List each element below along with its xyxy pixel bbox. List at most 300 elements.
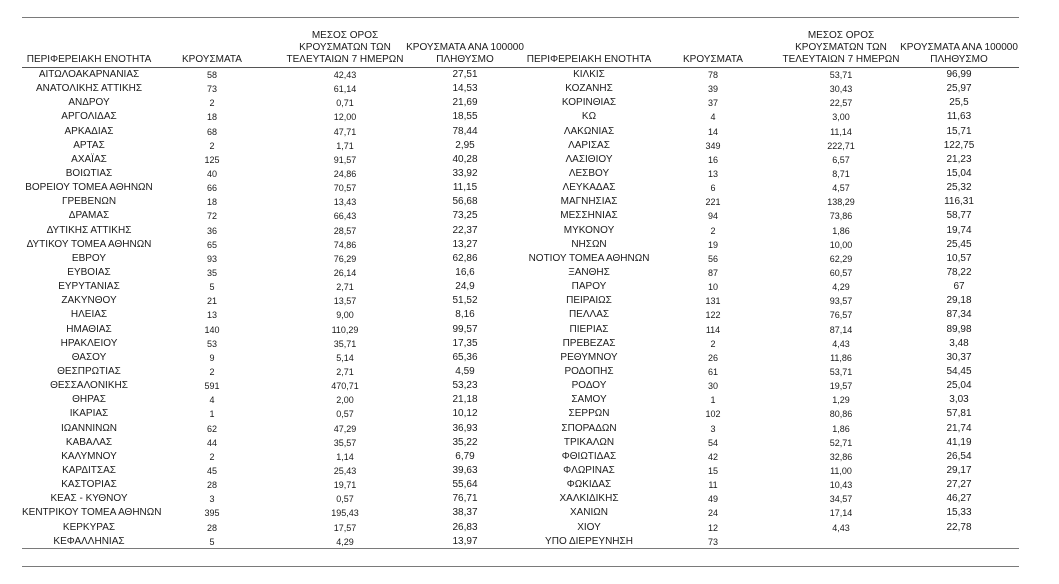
cell-cases-right: 73 (707, 536, 718, 547)
cell-region-right: ΝΟΤΙΟΥ ΤΟΜΕΑ ΑΘΗΝΩΝ (528, 252, 650, 264)
cell-cases-right: 15 (707, 465, 718, 476)
cell-region-left: ΑΡΓΟΛΙΔΑΣ (61, 111, 117, 123)
cell-region-right: ΧΑΛΚΙΔΙΚΗΣ (559, 493, 619, 505)
cell-per-100k-left: 99,57 (452, 323, 478, 335)
cell-per-100k-right: 3,03 (949, 394, 969, 406)
cell-avg-7-days-left: 12,00 (333, 112, 357, 123)
cell-region-right: ΣΑΜΟΥ (571, 394, 607, 406)
cell-per-100k-left: 36,93 (452, 422, 478, 434)
cell-per-100k-left: 76,71 (452, 493, 478, 505)
table-row (22, 337, 1019, 351)
table-row (22, 280, 1019, 294)
cell-avg-7-days-left: 13,43 (333, 197, 357, 208)
cell-per-100k-left: 73,25 (452, 210, 478, 222)
cell-avg-7-days-right: 1,86 (832, 225, 850, 236)
cell-avg-7-days-left: 13,57 (333, 296, 357, 307)
cell-avg-7-days-left: 110,29 (331, 324, 359, 335)
cell-region-left: ΘΗΡΑΣ (72, 394, 106, 406)
cell-avg-7-days-right: 60,57 (829, 267, 853, 278)
cell-avg-7-days-right: 32,86 (829, 451, 853, 462)
cell-avg-7-days-right: 22,57 (829, 98, 853, 109)
cell-per-100k-right: 19,74 (946, 224, 972, 236)
cell-region-left: ΑΝΔΡΟΥ (68, 97, 110, 109)
cell-per-100k-left: 22,37 (452, 224, 478, 236)
cell-per-100k-left: 65,36 (452, 351, 478, 363)
cell-cases-left: 58 (206, 70, 217, 80)
cell-region-left: ΘΕΣΣΑΛΟΝΙΚΗΣ (50, 380, 128, 392)
cell-per-100k-right: 67 (953, 281, 965, 293)
cell-avg-7-days-right: 3,00 (832, 112, 850, 123)
cell-region-right: ΛΕΥΚΑΔΑΣ (562, 182, 616, 194)
cell-avg-7-days-right: 19,57 (829, 381, 853, 392)
cell-avg-7-days-left: 76,29 (333, 253, 357, 264)
cell-cases-left: 3 (209, 494, 215, 505)
cell-cases-right: 1 (710, 395, 716, 406)
cell-per-100k-right: 57,81 (946, 408, 972, 420)
cell-cases-right: 11 (708, 480, 718, 491)
cell-avg-7-days-left: 35,57 (333, 437, 357, 448)
table-row (22, 422, 1019, 436)
cell-cases-left: 28 (206, 480, 217, 491)
cell-region-left: ΕΥΒΟΙΑΣ (67, 266, 111, 278)
cell-region-right: ΛΑΣΙΘΙΟΥ (565, 153, 613, 165)
cell-per-100k-left: 33,92 (452, 167, 478, 179)
cell-region-left: ΚΑΡΔΙΤΣΑΣ (62, 464, 116, 476)
cell-region-right: ΚΟΡΙΝΘΙΑΣ (561, 97, 617, 109)
table-row (22, 478, 1019, 492)
table-row (22, 351, 1019, 365)
cell-region-left: ΘΑΣΟΥ (71, 351, 107, 363)
cell-avg-7-days-left: 26,14 (333, 267, 357, 278)
cases-table (22, 22, 1019, 549)
cell-avg-7-days-right: 222,71 (827, 140, 855, 151)
table-row (22, 450, 1019, 464)
cell-per-100k-left: 56,68 (452, 196, 478, 208)
cell-region-right: ΛΑΡΙΣΑΣ (568, 139, 610, 151)
cell-avg-7-days-right: 10,00 (829, 239, 853, 250)
cell-per-100k-right: 30,37 (946, 351, 972, 363)
cell-per-100k-left: 11,15 (452, 182, 478, 194)
cell-per-100k-right: 11,63 (946, 111, 972, 123)
cell-region-right: ΞΑΝΘΗΣ (568, 266, 610, 278)
header-cases-left: ΚΡΟΥΣΜΑΤΑ (182, 54, 242, 65)
cell-per-100k-right: 10,57 (946, 252, 972, 264)
cell-per-100k-right: 116,31 (944, 196, 974, 208)
cell-cases-left: 45 (206, 465, 217, 476)
cell-per-100k-right: 46,27 (946, 493, 972, 505)
cell-cases-right: 4 (710, 112, 716, 123)
cell-avg-7-days-left: 2,00 (336, 395, 354, 406)
cell-per-100k-right: 22,78 (946, 521, 972, 533)
cell-cases-left: 62 (206, 423, 217, 434)
header-avg-right: ΜΕΣΟΣ ΟΡΟΣ ΚΡΟΥΣΜΑΤΩΝ ΤΩΝ ΤΕΛΕΥΤΑΙΩΝ 7 ΗΜΕΡΩΝ (782, 30, 900, 65)
cell-cases-left: 2 (209, 140, 215, 151)
header-per100k-left: ΚΡΟΥΣΜΑΤΑ ΑΝΑ 100000 ΠΛΗΘΥΣΜΟ (406, 42, 524, 65)
cell-cases-left: 44 (206, 437, 217, 448)
cell-region-left: ΕΒΡΟΥ (71, 252, 107, 264)
cell-cases-left: 591 (204, 381, 220, 392)
cell-region-left: ΕΥΡΥΤΑΝΙΑΣ (58, 281, 120, 293)
cell-cases-left: 5 (209, 282, 215, 293)
cell-cases-right: 12 (707, 522, 718, 533)
cell-per-100k-right: 122,75 (943, 139, 975, 151)
cell-per-100k-left: 24,9 (455, 281, 475, 293)
table-row (22, 68, 1019, 82)
cell-per-100k-left: 78,44 (452, 125, 478, 137)
cell-avg-7-days-right: 10,43 (829, 480, 853, 491)
cell-per-100k-right: 25,32 (946, 182, 972, 194)
cell-region-right: ΠΑΡΟΥ (571, 281, 607, 293)
cell-cases-right: 14 (707, 126, 718, 137)
cell-avg-7-days-left: 1,14 (336, 451, 354, 462)
cell-region-right: ΣΕΡΡΩΝ (568, 408, 610, 420)
cell-per-100k-left: 14,53 (452, 83, 478, 95)
cell-region-left: ΚΕΝΤΡΙΚΟΥ ΤΟΜΕΑ ΑΘΗΝΩΝ (22, 507, 162, 519)
cell-avg-7-days-left: 5,14 (336, 352, 354, 363)
cell-cases-left: 28 (206, 522, 217, 533)
cell-avg-7-days-left: 2,71 (336, 366, 354, 377)
cell-region-left: ΑΙΤΩΛΟΑΚΑΡΝΑΝΙΑΣ (38, 69, 140, 80)
cell-avg-7-days-left: 9,00 (336, 310, 354, 321)
cell-cases-right: 6 (710, 183, 716, 194)
cell-per-100k-left: 4,59 (455, 365, 475, 377)
top-rule (22, 17, 1019, 18)
cell-per-100k-left: 38,37 (452, 507, 478, 519)
table-row (22, 294, 1019, 308)
cell-per-100k-left: 40,28 (452, 153, 478, 165)
cell-per-100k-right: 78,22 (946, 266, 972, 278)
cell-region-left: ΗΛΕΙΑΣ (70, 309, 108, 321)
cell-cases-right: 54 (707, 437, 718, 448)
cell-region-right: ΡΟΔΟΠΗΣ (564, 365, 614, 377)
cell-avg-7-days-right: 6,57 (832, 154, 850, 165)
cell-per-100k-right: 25,97 (946, 83, 972, 95)
cell-region-left: ΚΕΡΚΥΡΑΣ (62, 521, 116, 533)
table-row (22, 82, 1019, 96)
table-row (22, 393, 1019, 407)
cell-cases-left: 35 (206, 267, 217, 278)
cell-avg-7-days-left: 28,57 (333, 225, 357, 236)
cell-avg-7-days-left: 4,29 (336, 536, 354, 547)
cell-avg-7-days-left: 91,57 (333, 154, 357, 165)
cell-region-left: ΗΡΑΚΛΕΙΟΥ (60, 337, 118, 349)
cell-region-left: ΓΡΕΒΕΝΩΝ (61, 196, 117, 208)
cell-cases-left: 65 (206, 239, 217, 250)
table-body (22, 68, 1019, 549)
cell-cases-right: 56 (707, 253, 718, 264)
cell-region-left: ΔΡΑΜΑΣ (68, 210, 110, 222)
cell-cases-left: 36 (206, 225, 217, 236)
cell-region-right: ΣΠΟΡΑΔΩΝ (561, 422, 617, 434)
cell-region-right: ΦΘΙΩΤΙΔΑΣ (561, 450, 617, 462)
cell-per-100k-right: 21,23 (946, 153, 972, 165)
cell-cases-left: 9 (209, 352, 215, 363)
cell-cases-left: 72 (206, 211, 217, 222)
cell-avg-7-days-left: 24,86 (333, 168, 357, 179)
cell-cases-right: 114 (705, 324, 721, 335)
cell-cases-right: 16 (707, 154, 718, 165)
cell-region-right: ΜΑΓΝΗΣΙΑΣ (560, 196, 618, 208)
cell-per-100k-right: 21,74 (946, 422, 972, 434)
cell-avg-7-days-left: 35,71 (333, 338, 357, 349)
cell-region-left: ΚΕΦΑΛΛΗΝΙΑΣ (53, 535, 125, 547)
cell-avg-7-days-right: 53,71 (829, 366, 853, 377)
header-region-right: ΠΕΡΙΦΕΡΕΙΑΚΗ ΕΝΟΤΗΤΑ (526, 54, 652, 65)
cell-region-right: ΦΩΚΙΔΑΣ (566, 479, 612, 491)
table-row (22, 464, 1019, 478)
cell-cases-right: 122 (705, 310, 721, 321)
cell-region-left: ΑΝΑΤΟΛΙΚΗΣ ΑΤΤΙΚΗΣ (35, 83, 143, 95)
cell-per-100k-left: 51,52 (452, 295, 478, 307)
table-row (22, 224, 1019, 238)
cell-avg-7-days-right: 17,14 (829, 508, 853, 519)
cell-cases-right: 2 (710, 225, 716, 236)
cell-per-100k-right: 58,77 (946, 210, 972, 222)
cell-per-100k-right: 15,33 (946, 507, 972, 519)
cell-per-100k-left: 55,64 (452, 479, 478, 491)
cell-avg-7-days-left: 470,71 (331, 381, 359, 392)
cell-avg-7-days-right: 11,86 (830, 352, 852, 363)
cell-per-100k-left: 13,97 (452, 535, 478, 547)
table-row (22, 125, 1019, 139)
cell-region-right: ΤΡΙΚΑΛΩΝ (563, 436, 615, 448)
cell-avg-7-days-right: 62,29 (829, 253, 853, 264)
cell-region-right: ΧΑΝΙΩΝ (569, 507, 609, 519)
cell-per-100k-left: 21,69 (452, 97, 478, 109)
cell-cases-left: 2 (209, 366, 215, 377)
cell-region-left: ΚΑΛΥΜΝΟΥ (61, 450, 117, 462)
cell-cases-left: 93 (206, 253, 217, 264)
cell-per-100k-left: 27,51 (452, 69, 478, 80)
cell-avg-7-days-right: 76,57 (829, 310, 853, 321)
cell-cases-right: 78 (707, 70, 718, 80)
cell-cases-right: 349 (705, 140, 721, 151)
cell-per-100k-left: 16,6 (455, 266, 475, 278)
cell-region-left: ΚΑΣΤΟΡΙΑΣ (61, 479, 117, 491)
cell-cases-right: 3 (710, 423, 716, 434)
table-row (22, 195, 1019, 209)
cell-per-100k-left: 39,63 (452, 464, 478, 476)
cell-avg-7-days-right: 93,57 (829, 296, 853, 307)
table-row (22, 167, 1019, 181)
cell-per-100k-left: 13,27 (452, 238, 478, 250)
cell-cases-left: 73 (206, 84, 217, 95)
cell-per-100k-right: 27,27 (946, 479, 972, 491)
table-row (22, 407, 1019, 421)
cell-cases-right: 13 (707, 168, 718, 179)
cell-avg-7-days-left: 25,43 (333, 465, 357, 476)
table-header (22, 22, 1019, 68)
cell-region-left: ΔΥΤΙΚΗΣ ΑΤΤΙΚΗΣ (46, 224, 132, 236)
table-row (22, 181, 1019, 195)
cell-per-100k-left: 62,86 (452, 252, 478, 264)
cell-cases-right: 26 (707, 352, 718, 363)
cell-avg-7-days-right: 8,71 (832, 168, 850, 179)
cell-per-100k-right: 87,34 (946, 309, 972, 321)
cell-region-right: ΧΙΟΥ (577, 521, 601, 533)
cell-cases-right: 61 (707, 366, 718, 377)
cell-per-100k-right: 89,98 (946, 323, 972, 335)
cell-per-100k-right: 26,54 (946, 450, 972, 462)
table-row (22, 252, 1019, 266)
cell-per-100k-left: 8,16 (455, 309, 475, 321)
table-row (22, 506, 1019, 520)
cell-cases-left: 68 (206, 126, 217, 137)
table-row (22, 379, 1019, 393)
cell-cases-right: 2 (710, 338, 716, 349)
cell-per-100k-left: 21,18 (452, 394, 478, 406)
cell-cases-right: 30 (707, 381, 718, 392)
cell-avg-7-days-left: 74,86 (333, 239, 357, 250)
cell-per-100k-right: 29,17 (946, 464, 972, 476)
cell-region-right: ΛΑΚΩΝΙΑΣ (563, 125, 615, 137)
cell-per-100k-left: 17,35 (452, 337, 478, 349)
cell-region-left: ΔΥΤΙΚΟΥ ΤΟΜΕΑ ΑΘΗΝΩΝ (26, 238, 152, 250)
cell-avg-7-days-right: 1,86 (832, 423, 850, 434)
header-avg-left: ΜΕΣΟΣ ΟΡΟΣ ΚΡΟΥΣΜΑΤΩΝ ΤΩΝ ΤΕΛΕΥΤΑΙΩΝ 7 ΗΜΕΡΩΝ (286, 30, 404, 65)
cell-avg-7-days-right: 4,43 (832, 338, 850, 349)
cell-avg-7-days-right: 4,57 (832, 183, 850, 194)
cell-per-100k-right: 29,18 (946, 295, 972, 307)
cell-cases-right: 102 (705, 409, 721, 420)
cell-region-left: ΑΡΤΑΣ (73, 139, 105, 151)
cell-per-100k-left: 35,22 (452, 436, 478, 448)
cell-per-100k-left: 6,79 (455, 450, 475, 462)
cell-cases-right: 131 (705, 296, 721, 307)
cell-cases-right: 221 (705, 197, 721, 208)
cell-avg-7-days-left: 0,71 (336, 98, 354, 109)
cell-region-left: ΚΕΑΣ - ΚΥΘΝΟΥ (50, 493, 128, 505)
cell-cases-right: 49 (707, 494, 718, 505)
cell-per-100k-left: 53,23 (452, 380, 478, 392)
cell-per-100k-right: 25,04 (946, 380, 972, 392)
cell-region-left: ΒΟΡΕΙΟΥ ΤΟΜΕΑ ΑΘΗΝΩΝ (25, 182, 153, 194)
cell-cases-right: 37 (707, 98, 718, 109)
cell-region-right: ΠΕΛΛΑΣ (568, 309, 610, 321)
table-row (22, 110, 1019, 124)
cell-cases-right: 42 (707, 451, 718, 462)
cell-region-right: ΜΥΚΟΝΟΥ (563, 224, 615, 236)
cell-cases-right: 87 (707, 267, 718, 278)
table-row (22, 153, 1019, 167)
cell-avg-7-days-right: 11,00 (830, 465, 852, 476)
cell-avg-7-days-left: 70,57 (333, 183, 357, 194)
cell-region-left: ΑΧΑΪΑΣ (71, 153, 107, 165)
cell-cases-right: 39 (707, 84, 718, 95)
cell-avg-7-days-right: 52,71 (829, 437, 853, 448)
cell-per-100k-left: 18,55 (452, 111, 478, 123)
cell-avg-7-days-left: 1,71 (336, 140, 354, 151)
table-row (22, 238, 1019, 252)
table-row (22, 436, 1019, 450)
cell-avg-7-days-right: 30,43 (829, 84, 853, 95)
cell-cases-right: 24 (707, 508, 718, 519)
cell-cases-left: 18 (206, 112, 217, 123)
cell-cases-left: 395 (204, 508, 220, 519)
cell-cases-left: 21 (206, 296, 217, 307)
cell-avg-7-days-right: 87,14 (829, 324, 853, 335)
cell-region-right: ΠΡΕΒΕΖΑΣ (562, 337, 616, 349)
cell-cases-left: 53 (206, 338, 217, 349)
cell-per-100k-right: 41,19 (946, 436, 972, 448)
cell-avg-7-days-right: 80,86 (829, 409, 853, 420)
cell-per-100k-left: 26,83 (452, 521, 478, 533)
cell-cases-right: 10 (707, 282, 718, 293)
cell-cases-left: 125 (204, 154, 220, 165)
cell-per-100k-right: 25,5 (949, 97, 969, 109)
cell-per-100k-right: 3,48 (949, 337, 969, 349)
cell-region-left: ΙΚΑΡΙΑΣ (69, 408, 109, 420)
table-row (22, 308, 1019, 322)
cell-per-100k-right: 15,04 (946, 167, 972, 179)
cell-cases-left: 5 (209, 536, 215, 547)
cell-cases-right: 94 (707, 211, 718, 222)
cell-region-left: ΑΡΚΑΔΙΑΣ (64, 125, 114, 137)
cell-avg-7-days-left: 19,71 (333, 480, 357, 491)
cell-region-left: ΙΩΑΝΝΙΝΩΝ (60, 422, 118, 434)
cell-cases-left: 4 (209, 395, 215, 406)
header-region-left: ΠΕΡΙΦΕΡΕΙΑΚΗ ΕΝΟΤΗΤΑ (26, 54, 152, 65)
header-cases-right: ΚΡΟΥΣΜΑΤΑ (683, 54, 743, 65)
cell-region-right: ΝΗΣΩΝ (571, 238, 607, 250)
cell-cases-left: 18 (206, 197, 217, 208)
cell-avg-7-days-left: 66,43 (333, 211, 357, 222)
cell-per-100k-right: 96,99 (946, 69, 972, 80)
table-row (22, 492, 1019, 506)
cell-region-right: ΚΟΖΑΝΗΣ (565, 83, 613, 95)
cell-per-100k-left: 2,95 (455, 139, 475, 151)
cell-cases-left: 13 (206, 310, 217, 321)
cell-region-right: ΦΛΩΡΙΝΑΣ (563, 464, 615, 476)
cell-avg-7-days-left: 47,29 (333, 423, 357, 434)
cell-cases-left: 2 (209, 98, 215, 109)
header-per100k-right: ΚΡΟΥΣΜΑΤΑ ΑΝΑ 100000 ΠΛΗΘΥΣΜΟ (900, 42, 1018, 65)
cell-avg-7-days-right: 138,29 (827, 197, 855, 208)
cell-region-left: ΒΟΙΩΤΙΑΣ (65, 167, 113, 179)
cell-cases-left: 40 (206, 168, 217, 179)
cell-cases-left: 140 (204, 324, 220, 335)
cell-region-right: ΜΕΣΣΗΝΙΑΣ (560, 210, 618, 222)
cell-avg-7-days-right: 4,43 (832, 522, 850, 533)
cell-region-left: ΚΑΒΑΛΑΣ (65, 436, 113, 448)
cell-avg-7-days-right: 34,57 (829, 494, 853, 505)
cell-cases-left: 2 (209, 451, 215, 462)
cell-region-right: ΡΟΔΟΥ (571, 380, 607, 392)
table-row (22, 139, 1019, 153)
cell-per-100k-right: 25,45 (946, 238, 972, 250)
cell-cases-right: 19 (707, 239, 718, 250)
cell-per-100k-left: 10,12 (452, 408, 478, 420)
cell-avg-7-days-right: 1,29 (832, 395, 850, 406)
cell-region-left: ΗΜΑΘΙΑΣ (66, 323, 112, 335)
cell-cases-left: 1 (209, 409, 215, 420)
cell-region-right: ΠΙΕΡΙΑΣ (569, 323, 609, 335)
table-row (22, 365, 1019, 379)
cell-region-right: ΡΕΘΥΜΝΟΥ (560, 351, 618, 363)
table-row (22, 323, 1019, 337)
cell-per-100k-right: 54,45 (946, 365, 972, 377)
table-row (22, 521, 1019, 535)
cell-avg-7-days-left: 17,57 (333, 522, 357, 533)
cell-region-right: ΚΙΛΚΙΣ (573, 69, 605, 80)
cell-avg-7-days-left: 42,43 (333, 70, 357, 80)
cell-region-left: ΖΑΚΥΝΘΟΥ (61, 295, 117, 307)
cell-region-right: ΠΕΙΡΑΙΩΣ (566, 295, 612, 307)
cell-avg-7-days-left: 2,71 (336, 282, 354, 293)
cell-region-left: ΘΕΣΠΡΩΤΙΑΣ (57, 365, 121, 377)
cell-avg-7-days-right: 53,71 (829, 70, 853, 80)
table-row (22, 209, 1019, 223)
